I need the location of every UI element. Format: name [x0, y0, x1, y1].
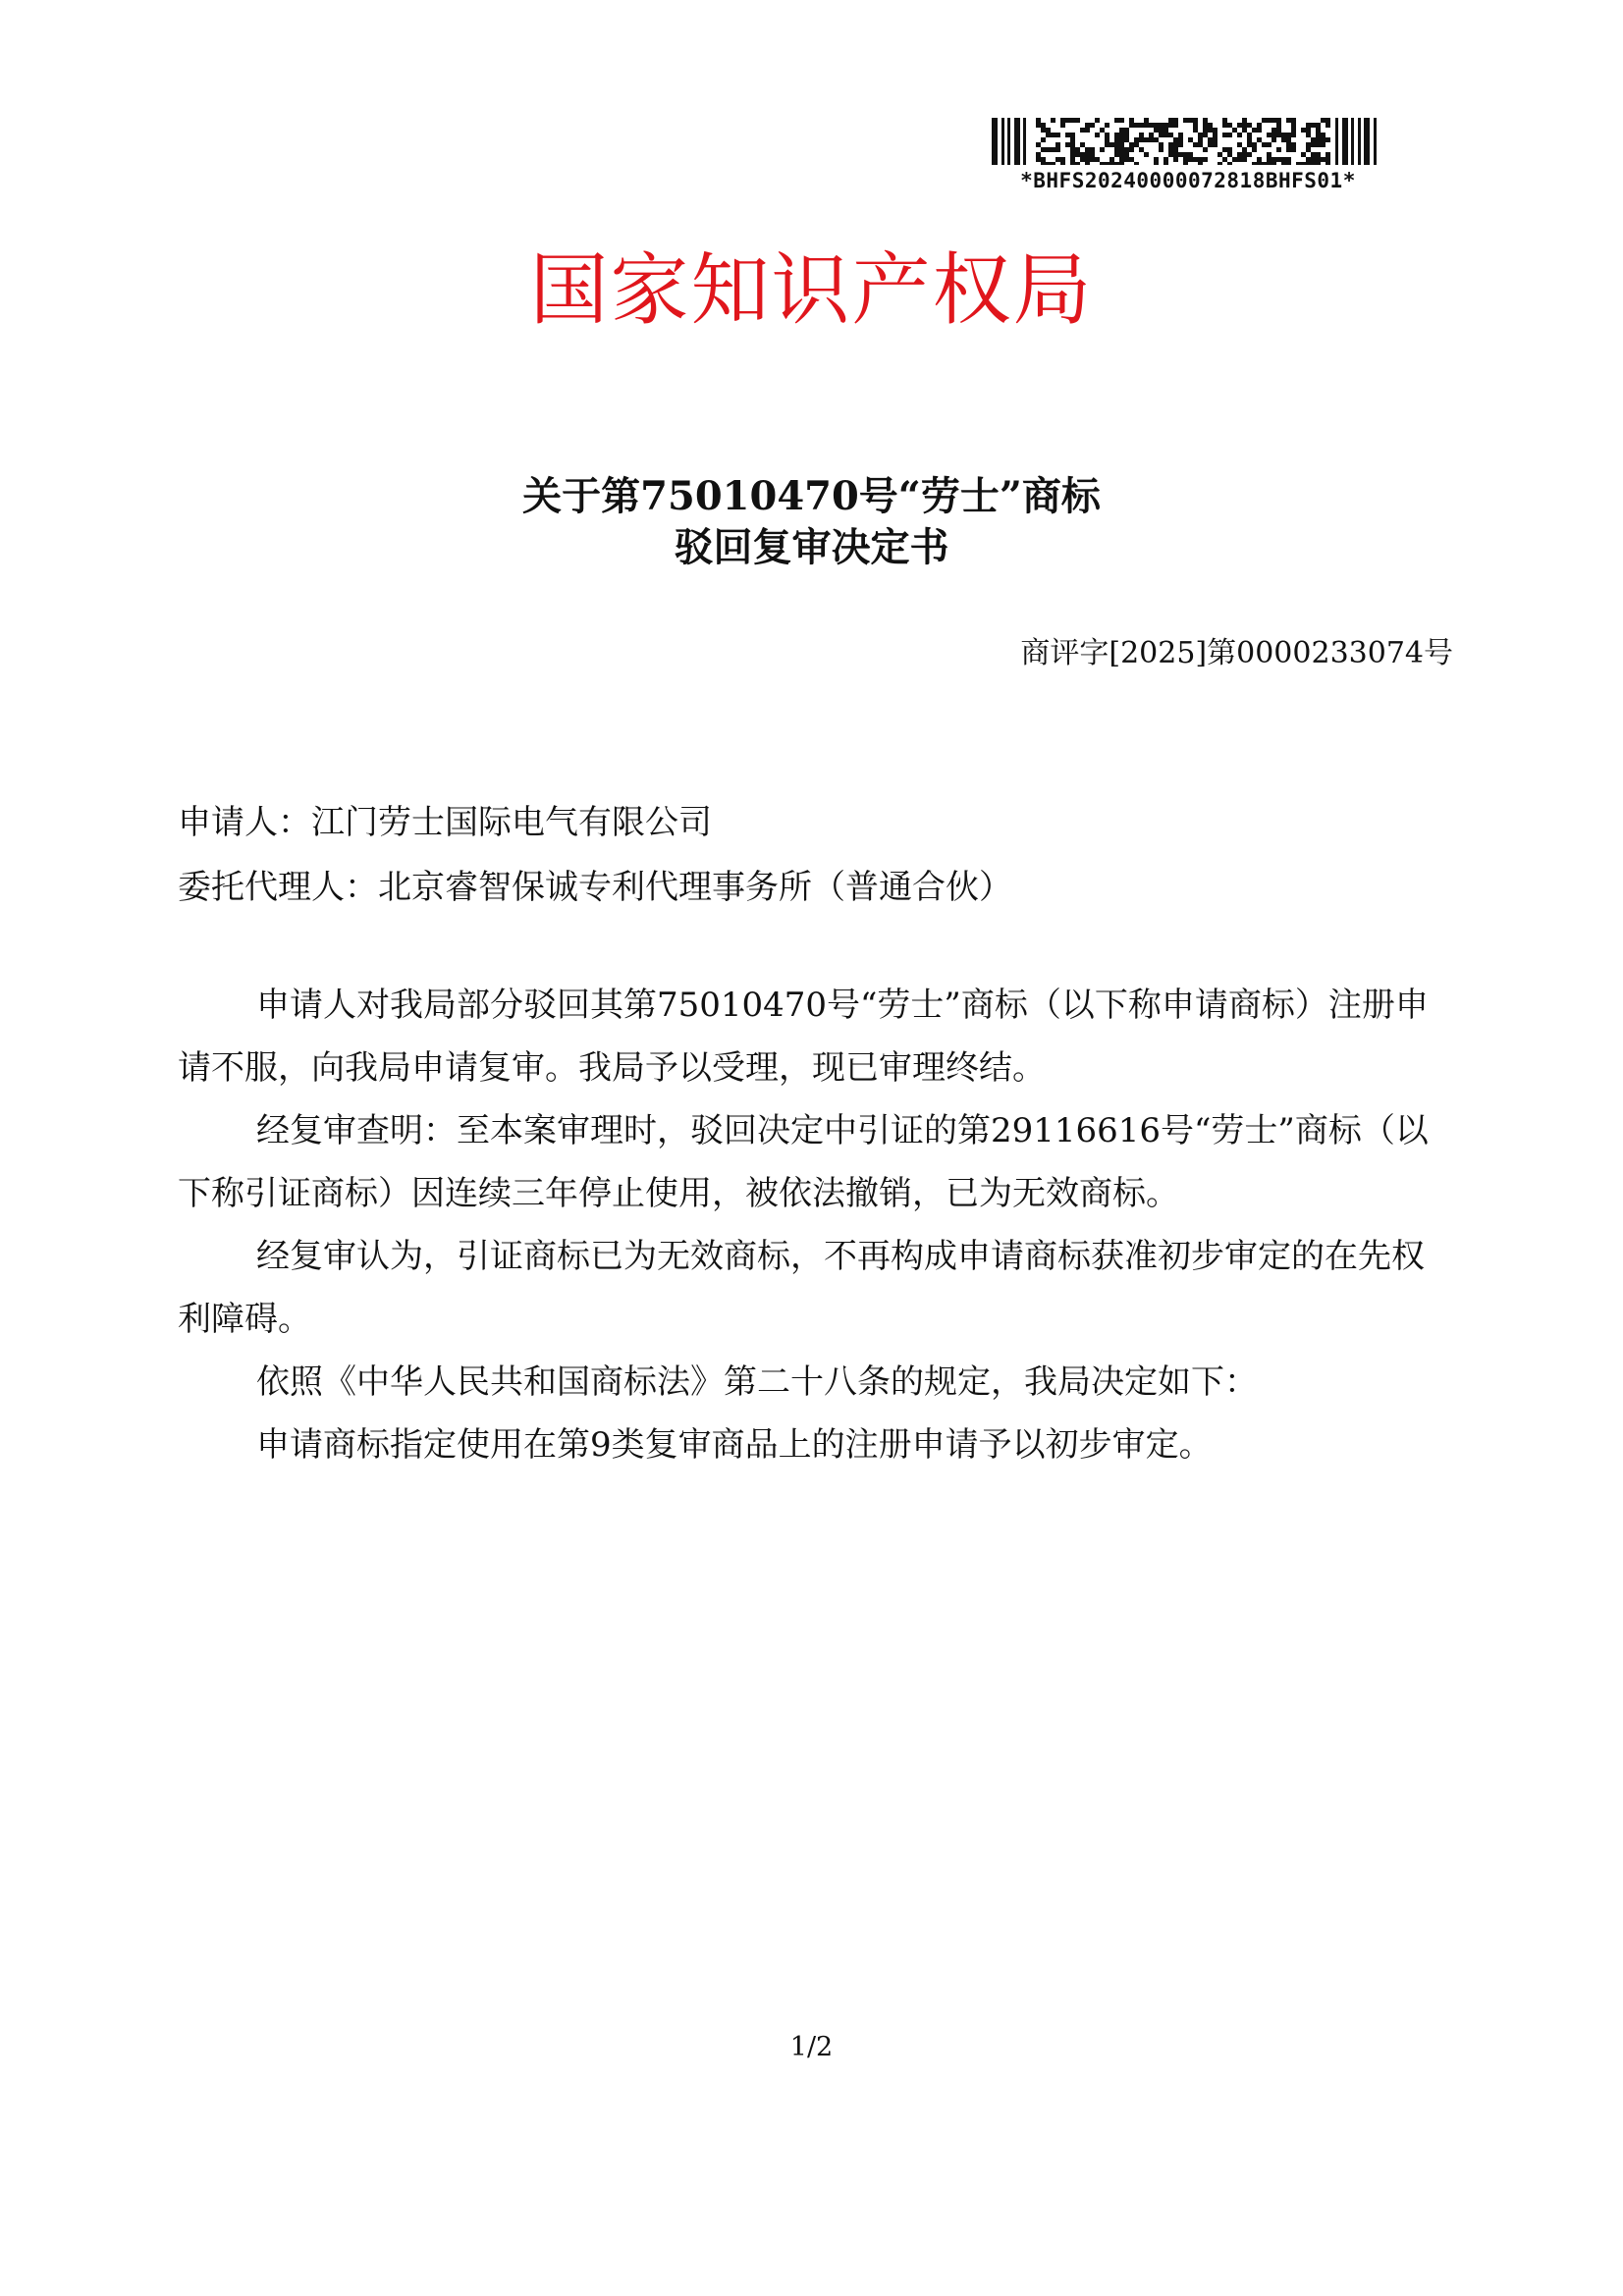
document-title	[0, 471, 1623, 573]
body-paragraph: 依照《中华人民共和国商标法》第二十八条的规定，我局决定如下：	[256, 1362, 1258, 1402]
applicant-line: 申请人：江门劳士国际电气有限公司	[178, 803, 712, 842]
decision-body	[178, 974, 1454, 1476]
barcode-graphic	[982, 118, 1394, 165]
body-paragraph: 经复审认为，引证商标已为无效商标，不再构成申请商标获准初步审定的在先权利障碍。	[178, 1237, 1425, 1339]
document-title-line-2: 驳回复审决定书	[674, 524, 949, 570]
document-title-line-1: 关于第75010470号“劳士”商标	[522, 473, 1101, 519]
body-paragraph: 申请人对我局部分驳回其第75010470号“劳士”商标（以下称申请商标）注册申请不服，向我局申请复审。我局予以受理，现已审理终结。	[178, 986, 1429, 1088]
body-paragraph: 经复审查明：至本案审理时，驳回决定中引证的第29116616号“劳士”商标（以下称引证商标）因连续三年停止使用，被依法撤销，已为无效商标。	[178, 1111, 1429, 1213]
barcode-text: *BHFS20240000072818BHFS01*	[1020, 169, 1356, 192]
agent-line: 委托代理人：北京睿智保诚专利代理事务所（普通合伙）	[178, 868, 1012, 907]
page-number: 1/2	[789, 2032, 834, 2062]
parties-block	[178, 790, 1454, 920]
body-paragraph: 申请商标指定使用在第9类复审商品上的注册申请予以初步审定。	[256, 1425, 1213, 1465]
document-number: 商评字[2025]第0000233074号	[1020, 636, 1453, 670]
issuer-name: 国家知识产权局	[529, 244, 1094, 336]
barcode	[982, 118, 1394, 196]
